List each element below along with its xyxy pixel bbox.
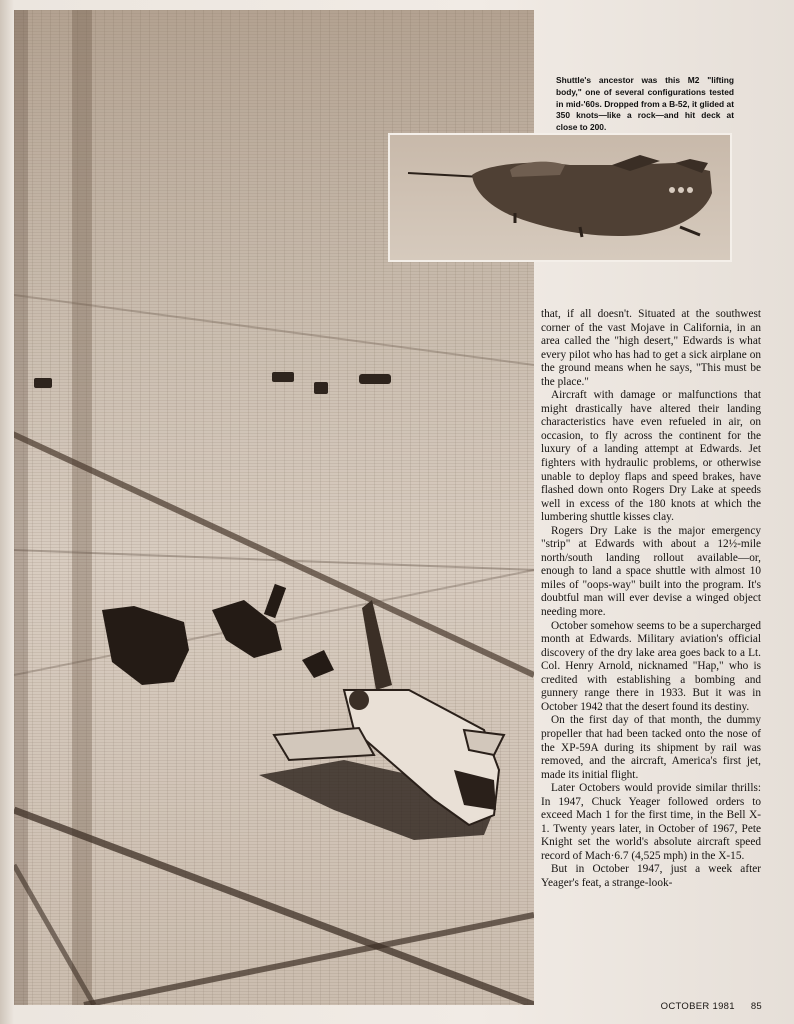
article-paragraph: that, if all doesn't. Situated at the southwest corner of the vast Mojave in California, in an area called the "high desert," Edwards is what every pilot who has had to get a sick airplane on the ground means when he says, "This must be the place." — [541, 308, 761, 388]
article-paragraph: Rogers Dry Lake is the major emergency "strip" at Edwards with about a 12½-mile north/south landing rollout available—or, enough to land a space shuttle with almost 10 miles of "oops-way" built into the program. It's doubtful man will ever devise a winged object needing more. — [541, 524, 761, 619]
article-paragraph: October somehow seems to be a supercharged month at Edwards. Military aviation's official discovery of the dry lake area goes back to a Lt. Col. Henry Arnold, nicknamed "Hap," who is credited with establishing a bombing and gunnery range there in 1933. But it was in October 1942 that the desert found its destiny. — [541, 619, 761, 713]
article-paragraph: On the first day of that month, the dummy propeller that had been tacked onto the nose of the XP-59A during its shipment by rail was removed, and the aircraft, America's first jet, made its initial flight. — [541, 714, 761, 781]
article-body — [541, 308, 761, 891]
page-number: 85 — [750, 1001, 762, 1012]
page-footer — [614, 1001, 762, 1012]
photo-caption: Shuttle's ancestor was this M2 "lifting body," one of several configurations tested in mid-'60s. Dropped from a B-52, it glided at 350 knots—like a rock—and hit deck at close to 200. — [556, 75, 734, 133]
article-paragraph: Aircraft with damage or malfunctions that might drastically have altered their landing characteristics have even refueled in air, on occasion, to fly across the continent for the luxury of a landing attempt at Edwards. Jet fighters with hydraulic problems, or otherwise unable to deploy flaps and speed brakes, have flashed down onto Rogers Dry Lake at speeds well in excess of the 180 knots at which the lumbering shuttle kisses clay. — [541, 389, 761, 524]
article-paragraph: But in October 1947, just a week after Yeager's feat, a strange-look- — [541, 863, 761, 889]
m2-lifting-body-photo-icon — [388, 133, 732, 262]
article-paragraph: Later Octobers would provide similar thrills: In 1947, Chuck Yeager followed orders to exceed Mach 1 for the first time, in the Bell X-1. Twenty years later, in October of 1967, Pete Knight set the world's absolute aircraft speed record of Mach·6.7 (4,525 mph) in the X-15. — [541, 782, 761, 862]
issue-date: OCTOBER 1981 — [660, 1001, 735, 1012]
